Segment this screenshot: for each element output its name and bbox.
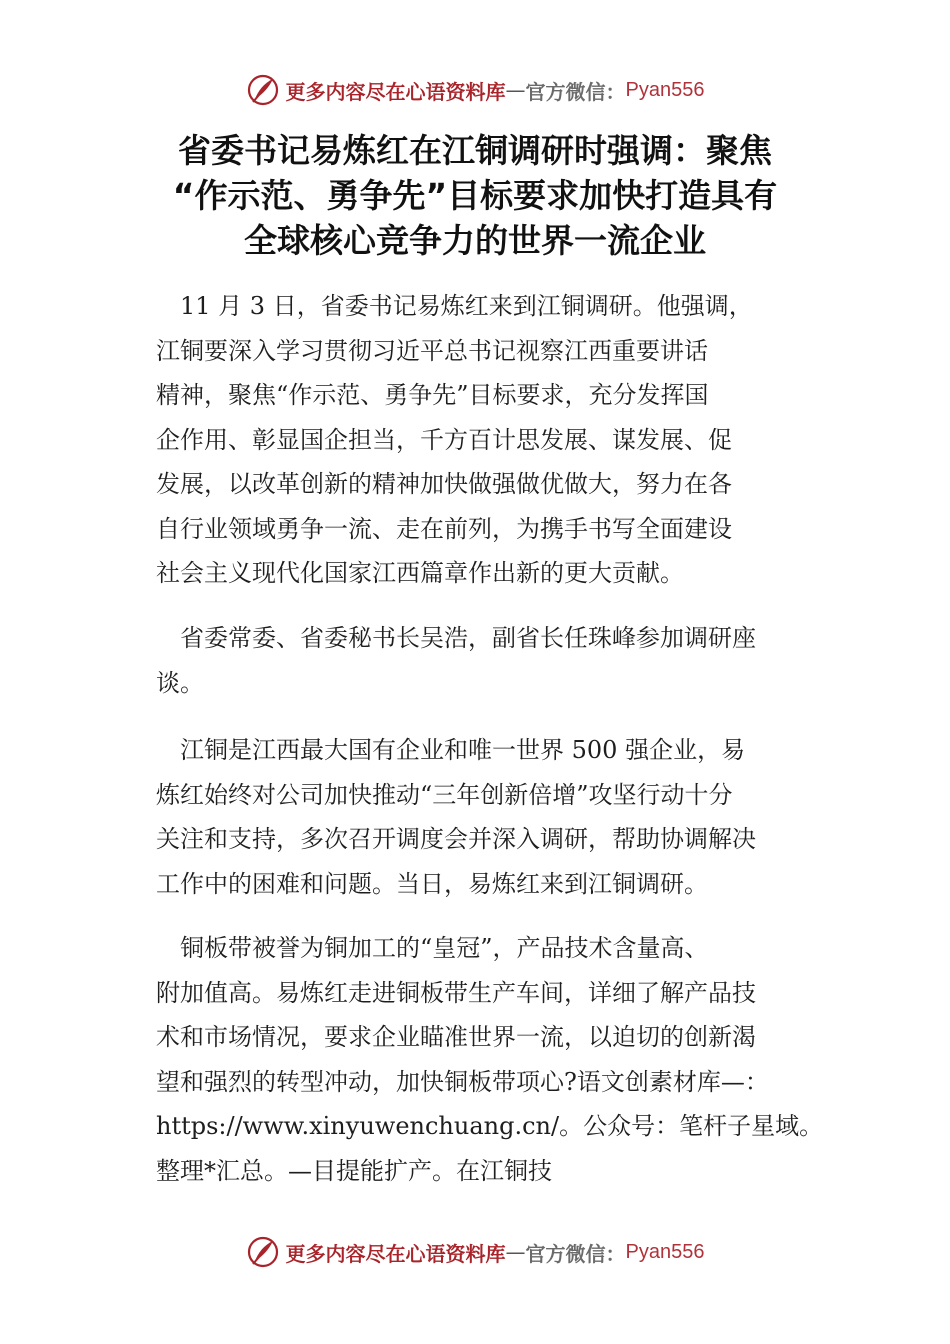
paragraph-line: 附加值高。易炼红走进铜板带生产车间，详细了解产品技 [156,978,756,1007]
paragraph-line: 谈。 [156,668,204,697]
paragraph-line: 铜板带被誉为铜加工的“皇冠”，产品技术含量高、 [156,934,709,962]
watermark-text: 更多内容尽在心语资料库 [285,79,506,104]
paragraph-line: 工作中的困难和问题。当日，易炼红来到江铜调研。 [156,869,708,898]
watermark-wechat-id: Pyan556 [625,78,705,101]
article-title [100,128,850,263]
paragraph-1 [156,284,816,596]
watermark-dash: — [505,1240,526,1264]
paragraph-2 [156,616,816,705]
paragraph-line: 企作用、彰显国企担当，千方百计思发展、谋发展、促 [156,425,732,454]
paragraph-3 [156,728,816,906]
paragraph-line: 炼红始终对公司加快推动“三年创新倍增”攻坚行动十分 [156,780,733,809]
paragraph-line: 省委常委、省委秘书长吴浩，副省长任珠峰参加调研座 [156,624,756,652]
watermark-label: 官方微信： [525,79,626,104]
paragraph-line: 社会主义现代化国家江西篇章作出新的更大贡献。 [156,559,684,587]
paragraph-line: 11 月 3 日，省委书记易炼红来到江铜调研。他强调， [156,292,753,320]
title-line: “作示范、勇争先”目标要求加快打造具有 [172,176,778,215]
watermark-wechat-id: Pyan556 [625,1240,705,1263]
watermark-banner-top [0,72,950,108]
paragraph-line: 自行业领域勇争一流、走在前列，为携手书写全面建设 [156,514,732,543]
title-line: 省委书记易炼红在江铜调研时强调：聚焦 [178,131,772,170]
quill-logo-icon [246,73,280,107]
watermark-dash: — [505,78,526,102]
paragraph-line: 精神，聚焦“作示范、勇争先”目标要求，充分发挥国 [156,381,709,409]
quill-logo-icon [246,1235,280,1269]
paragraph-line: 发展，以改革创新的精神加快做强做优做大，努力在各 [156,470,732,498]
paragraph-line: 术和市场情况，要求企业瞄准世界一流，以迫切的创新渴 [156,1023,756,1051]
title-line: 全球核心竞争力的世界一流企业 [244,221,706,260]
paragraph-line: 关注和支持，多次召开调度会并深入调研，帮助协调解决 [156,825,756,853]
paragraph-line: 江铜要深入学习贯彻习近平总书记视察江西重要讲话 [156,336,708,365]
paragraph-line: 整理*汇总。—目提能扩产。在江铜技 [156,1156,552,1185]
paragraph-line: 望和强烈的转型冲动，加快铜板带项心?语文创素材库—： [156,1067,769,1096]
watermark-banner-bottom [0,1234,950,1270]
watermark-text: 更多内容尽在心语资料库 [285,1241,506,1266]
paragraph-line: https://www.xinyuwenchuang.cn/。公众号：笔杆子星域。 [156,1112,824,1140]
paragraph-4 [156,926,824,1193]
paragraph-line: 江铜是江西最大国有企业和唯一世界 500 强企业，易 [156,736,746,764]
watermark-label: 官方微信： [525,1241,626,1266]
